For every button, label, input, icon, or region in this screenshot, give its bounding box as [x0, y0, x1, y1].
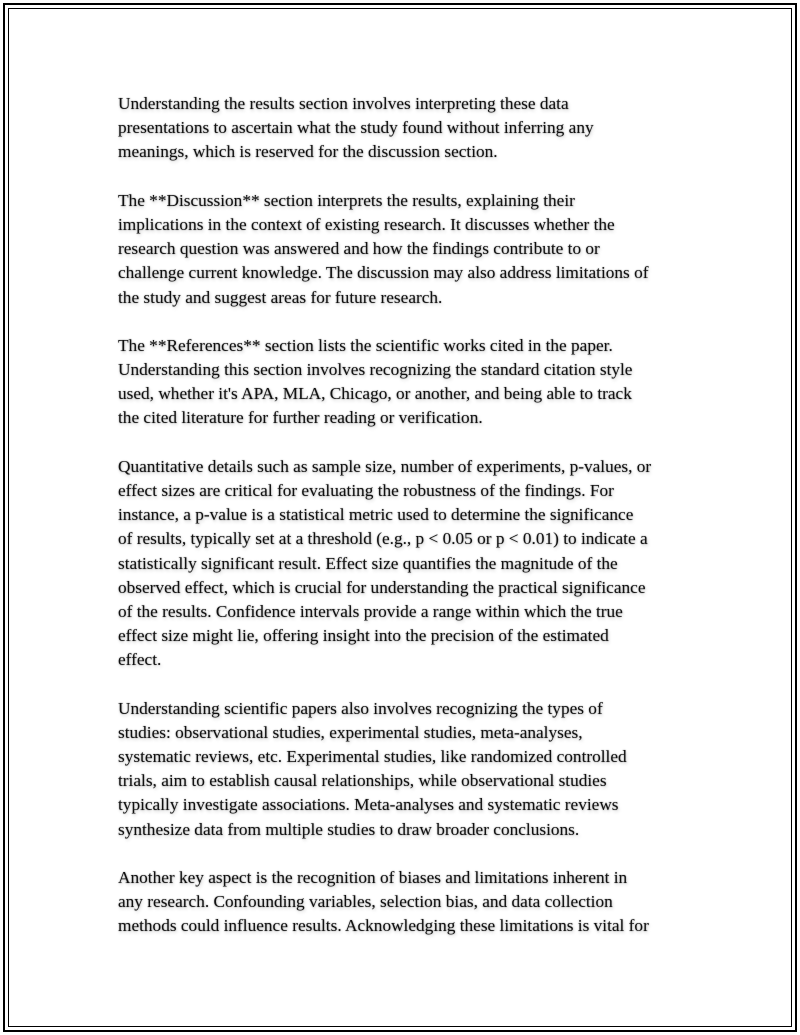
text-line: presentations to ascertain what the study found without inferring any	[118, 118, 594, 138]
text-line: of results, typically set at a threshold (e.g., p < 0.05 or p < 0.01) to indicate a	[118, 529, 648, 549]
text-line: Understanding the results section involves interpreting these data	[118, 94, 569, 113]
text-line: typically investigate associations. Meta-analyses and systematic reviews	[118, 795, 619, 815]
paragraph-study-types	[118, 697, 698, 842]
text-line: effect size might lie, offering insight into the precision of the estimated	[118, 626, 609, 646]
text-line: instance, a p-value is a statistical metric used to determine the significance	[118, 505, 634, 525]
text-line: systematic reviews, etc. Experimental studies, like randomized controlled	[118, 747, 627, 767]
text-line: implications in the context of existing research. It discusses whether the	[118, 214, 615, 234]
text-line: observed effect, which is crucial for understanding the practical significance	[118, 577, 646, 597]
text-line: synthesize data from multiple studies to draw broader conclusions.	[118, 819, 580, 839]
paragraph-references-section	[118, 334, 698, 431]
text-line: methods could influence results. Acknowledging these limitations is vital for	[118, 916, 649, 936]
document-body	[118, 92, 698, 963]
text-line: challenge current knowledge. The discussion may also address limitations of	[118, 263, 649, 283]
text-line: used, whether it's APA, MLA, Chicago, or another, and being able to track	[118, 384, 632, 404]
text-line: effect.	[118, 650, 162, 670]
text-line: research question was answered and how the findings contribute to or	[118, 239, 600, 259]
text-line: the study and suggest areas for future research.	[118, 287, 443, 307]
text-line: Another key aspect is the recognition of biases and limitations inherent in	[118, 868, 628, 887]
text-line: The **Discussion** section interprets the results, explaining their	[118, 190, 575, 210]
text-line: effect sizes are critical for evaluating the robustness of the findings. For	[118, 481, 614, 500]
text-line: The **References** section lists the scientific works cited in the paper.	[118, 335, 613, 355]
text-line: trials, aim to establish causal relationships, while observational studies	[118, 771, 607, 791]
text-line: the cited literature for further reading or verification.	[118, 408, 483, 428]
paragraph-results-interpretation	[118, 92, 698, 165]
text-line: studies: observational studies, experimental studies, meta-analyses,	[118, 722, 583, 742]
text-line: Understanding scientific papers also involves recognizing the types of	[118, 698, 603, 718]
paragraph-quantitative-details	[118, 455, 698, 673]
text-line: Understanding this section involves recognizing the standard citation style	[118, 360, 633, 380]
text-line: meanings, which is reserved for the discussion section.	[118, 142, 498, 162]
text-line: statistically significant result. Effect size quantifies the magnitude of the	[118, 553, 618, 573]
text-line: any research. Confounding variables, selection bias, and data collection	[118, 892, 613, 912]
paragraph-discussion-section	[118, 189, 698, 310]
text-line: of the results. Confidence intervals provide a range within which the true	[118, 601, 623, 621]
text-line: Quantitative details such as sample size, number of experiments, p-values, or	[118, 456, 652, 476]
paragraph-biases-limitations	[118, 866, 698, 939]
